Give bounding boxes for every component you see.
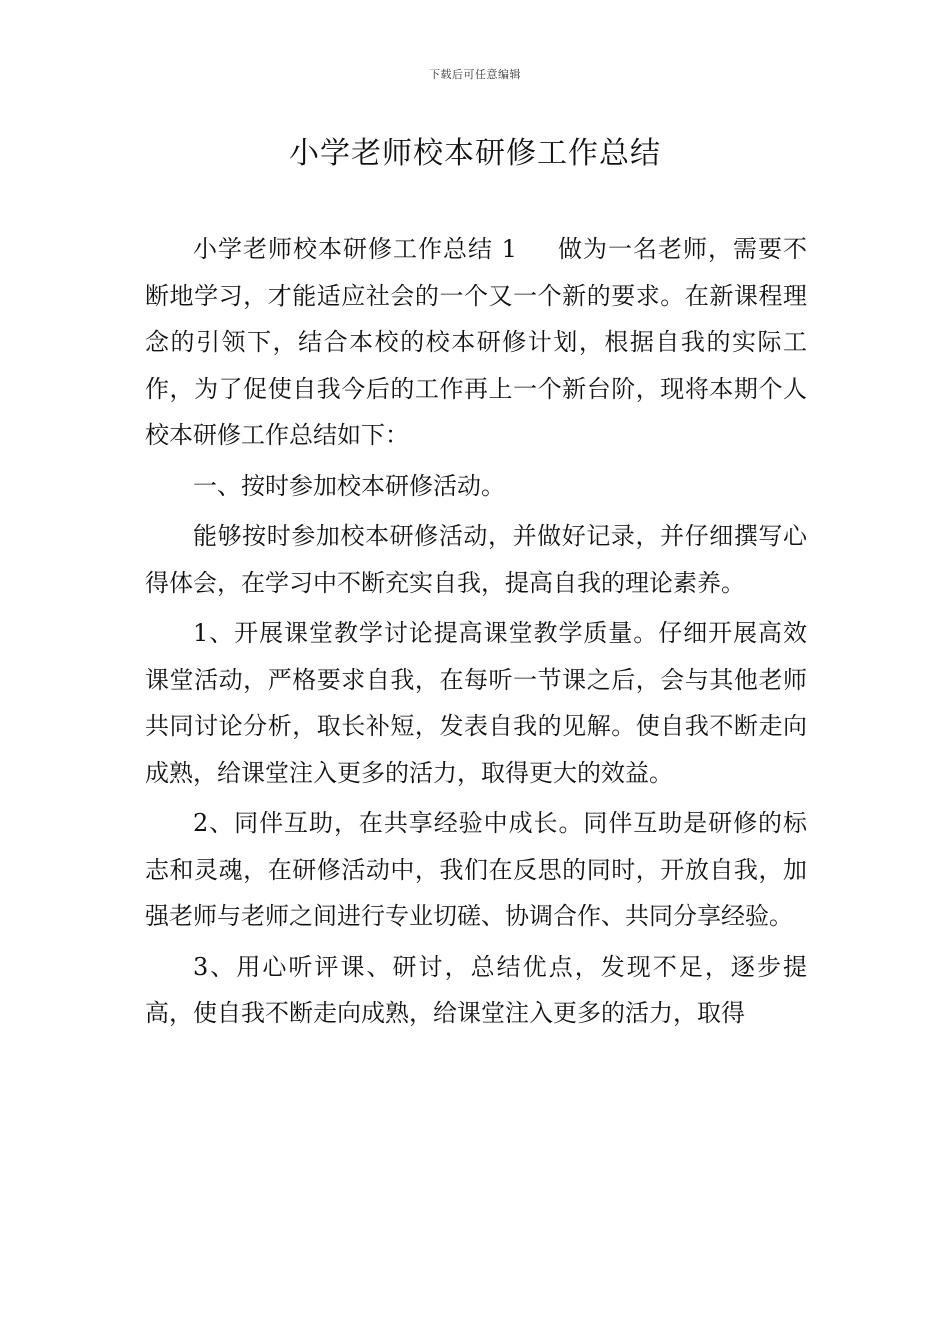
section-heading: 一、按时参加校本研修活动。 <box>193 471 505 500</box>
paragraph: 能够按时参加校本研修活动，并做好记录，并仔细撰写心得体会，在学习中不断充实自我，提高自我的理论素养。 <box>145 522 807 597</box>
paragraph: 2、同伴互助，在共享经验中成长。同伴互助是研修的标志和灵魂，在研修活动中，我们在反思的同时，开放自我，加强老师与老师之间进行专业切磋、协调合作、共同分享经验。 <box>145 809 807 930</box>
intro-paragraph <box>145 226 807 459</box>
header-note: 下载后可任意编辑 <box>429 68 521 81</box>
document-title: 小学老师校本研修工作总结 <box>289 136 661 171</box>
paragraph: 3、用心听评课、研讨，总结优点，发现不足，逐步提高，使自我不断走向成熟，给课堂注入更多的活力，取得 <box>145 952 807 1027</box>
intro-heading: 小学老师校本研修工作总结 1 <box>193 235 517 263</box>
document-body <box>145 226 807 1041</box>
paragraph: 1、开展课堂教学讨论提高课堂教学质量。仔细开展高效课堂活动，严格要求自我，在每听一节课之后，会与其他老师共同讨论分析，取长补短，发表自我的见解。使自我不断走向成熟，给课堂注入更多的活力，取得更大的效益。 <box>145 619 807 787</box>
intro-text: 做为一名老师，需要不断地学习，才能适应社会的一个又一个新的要求。在新课程理念的引领下，结合本校的校本研修计划，根据自我的实际工作，为了促使自我今后的工作再上一个新台阶，现将本期个人校本研修工作总结如下： <box>145 235 807 449</box>
